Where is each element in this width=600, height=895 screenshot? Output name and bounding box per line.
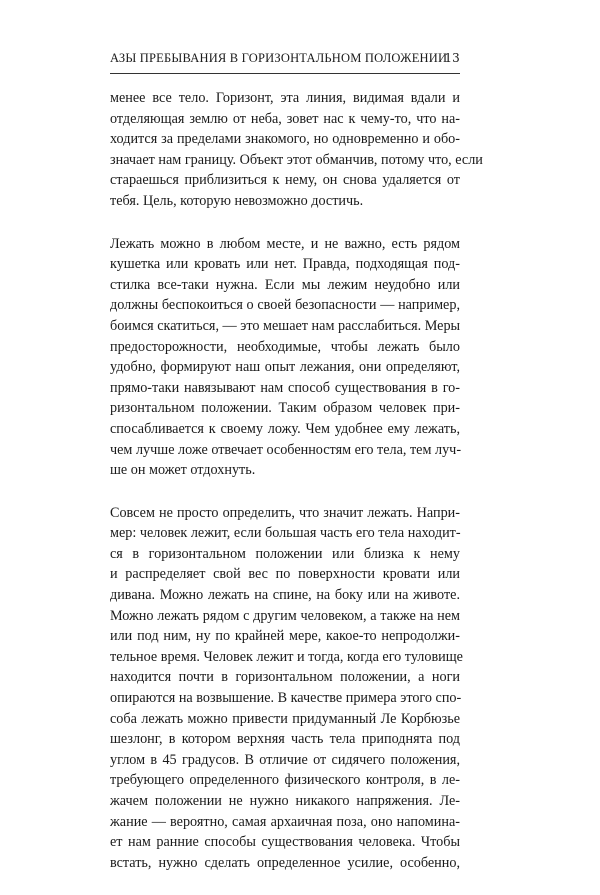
text-line: боимся скатиться, — это мешает нам расслабиться. Меры bbox=[110, 317, 461, 334]
text-line: углом в 45 градусов. В отличие от сидячего положения, bbox=[110, 751, 460, 768]
text-line: ходится за пределами знакомого, но одновременно и обо- bbox=[110, 131, 460, 148]
text-line: ся в горизонтальном положении или близка к нему bbox=[110, 545, 460, 562]
header-rule bbox=[110, 73, 460, 74]
text-line: должны беспокоиться о своей безопасности — например, bbox=[110, 297, 460, 314]
text-line: тебя. Цель, которую невозможно достичь. bbox=[110, 192, 364, 209]
text-line: чем лучше ложе отвечает особенностям его тела, тем луч- bbox=[110, 441, 462, 458]
text-line: Лежать можно в любом месте, и не важно, есть рядом bbox=[110, 235, 460, 252]
text-line: ризонтальном положении. Таким образом человек при- bbox=[110, 400, 460, 417]
text-line: встать, нужно сделать определенное усилие, особенно, bbox=[110, 854, 460, 871]
text-line: менее все тело. Горизонт, эта линия, видимая вдали и bbox=[110, 90, 460, 106]
text-line: Можно лежать рядом с другим человеком, а также на нем bbox=[110, 607, 460, 624]
text-line: находится почти в горизонтальном положении, а ноги bbox=[110, 669, 460, 686]
text-line: дивана. Можно лежать на спине, на боку или на животе. bbox=[110, 587, 460, 604]
text-line: отделяющая землю от неба, зовет нас к чему-то, что на- bbox=[110, 110, 460, 127]
text-line: мер: человек лежит, если большая часть его тела находит- bbox=[110, 525, 461, 542]
text-line: жачем положении не нужно никакого напряжения. Ле- bbox=[110, 793, 460, 809]
text-line: опираются на возвышение. В качестве примера этого спо- bbox=[110, 690, 462, 707]
text-line: прямо-таки навязывают нам способ существования в го- bbox=[110, 379, 460, 396]
text-line: или под ним, ну по крайней мере, какое-то непродолжи- bbox=[110, 628, 460, 645]
paragraph-1 bbox=[110, 88, 483, 212]
text-line: предосторожности, необходимые, чтобы лежать было bbox=[110, 338, 460, 355]
text-line: стилка все-таки нужна. Если мы лежим неудобно или bbox=[110, 276, 460, 293]
running-head bbox=[110, 50, 460, 72]
text-line: Совсем не просто определить, что значит лежать. Напри- bbox=[110, 504, 460, 521]
paragraph-2 bbox=[110, 234, 460, 481]
body-text bbox=[110, 88, 483, 895]
text-line: удобно, формируют наш опыт лежания, они определяют, bbox=[110, 359, 460, 376]
text-line: требующего определенного физического контроля, в ле- bbox=[110, 772, 460, 789]
text-line: стараешься приблизиться к нему, он снова удаляется от bbox=[110, 172, 460, 189]
text-line: жание — вероятно, самая архаичная поза, оно напомина- bbox=[110, 813, 460, 830]
text-line: спосабливается к своему ложу. Чем удобнее ему лежать, bbox=[110, 420, 460, 437]
running-head-title: АЗЫ ПРЕБЫВАНИЯ В ГОРИЗОНТАЛЬНОМ ПОЛОЖЕНИИ bbox=[110, 51, 448, 65]
page-number: 13 bbox=[444, 51, 460, 65]
text-line: значает нам границу. Объект этот обманчив, потому что, если bbox=[110, 151, 483, 168]
paragraph-3 bbox=[110, 503, 463, 874]
text-line: и распределяет свой вес по поверхности кровати или bbox=[110, 566, 460, 583]
text-line: кушетка или кровать или нет. Правда, подходящая под- bbox=[110, 256, 460, 273]
text-line: соба лежать можно привести придуманный Ле Корбюзье bbox=[110, 710, 460, 727]
text-line: шезлонг, в котором верхняя часть тела приподнята под bbox=[110, 731, 460, 748]
text-line: тельное время. Человек лежит и тогда, когда его туловище bbox=[110, 648, 463, 665]
text-line: ет нам ранние способы существования человека. Чтобы bbox=[110, 834, 460, 851]
text-line: ше он может отдохнуть. bbox=[110, 462, 256, 479]
